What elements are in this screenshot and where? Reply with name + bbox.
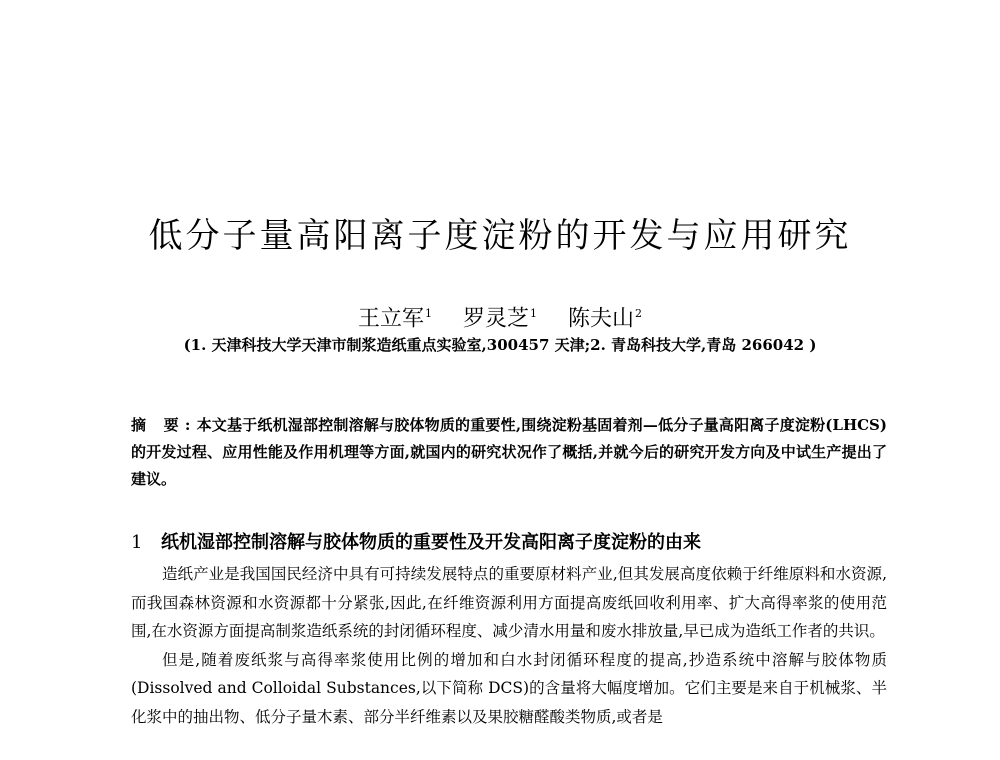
author-name: 陈夫山 xyxy=(568,306,635,332)
abstract-text: 本文基于纸机湿部控制溶解与胶体物质的重要性,围绕淀粉基固着剂—低分子量高阳离子度淀粉(LHCS)的开发过程、应用性能及作用机理等方面,就国内的研究状况作了概括,并就今后的研究开发方向及中试生产提出了建议。 xyxy=(131,416,887,488)
abstract-label: 摘 要: xyxy=(131,416,197,434)
author-affiliation-mark: 2 xyxy=(635,307,643,320)
section-body xyxy=(131,560,887,731)
body-paragraph: 但是,随着废纸浆与高得率浆使用比例的增加和白水封闭循环程度的提高,抄造系统中溶解与胶体物质(Dissolved and Colloidal Substances,以下简称 DCS)的含量将大幅度增加。它们主要是来自于机械浆、半化浆中的抽出物、低分子量木素、部分半纤维素以及果胶糖醛酸类物质,或者是 xyxy=(131,650,887,726)
author-2 xyxy=(463,300,537,333)
author-3 xyxy=(568,300,642,333)
abstract xyxy=(131,412,887,493)
author-name: 罗灵芝 xyxy=(462,306,529,332)
author-affiliation-mark: 1 xyxy=(530,307,537,320)
body-paragraph: 造纸产业是我国国民经济中具有可持续发展特点的重要原材料产业,但其发展高度依赖于纤维原料和水资源,而我国森林资源和水资源都十分紧张,因此,在纤维资源利用方面提高废纸回收利用率、扩大高得率浆的使用范围,在水资源方面提高制浆造纸系统的封闭循环程度、减少清水用量和废水排放量,早已成为造纸工作者的共识。 xyxy=(131,565,887,640)
author-1 xyxy=(358,300,432,333)
affiliation: (1. 天津科技大学天津市制浆造纸重点实验室,300457 天津;2. 青岛科技大学,青岛 266042 ) xyxy=(183,336,817,354)
section-heading xyxy=(131,530,887,556)
section-number: 1 xyxy=(131,532,143,553)
section-title: 纸机湿部控制溶解与胶体物质的重要性及开发高阳离子度淀粉的由来 xyxy=(161,532,701,553)
author-name: 王立军 xyxy=(357,306,424,332)
author-affiliation-mark: 1 xyxy=(424,307,432,320)
author-list xyxy=(0,300,1000,333)
paper-title: 低分子量高阳离子度淀粉的开发与应用研究 xyxy=(148,216,852,256)
